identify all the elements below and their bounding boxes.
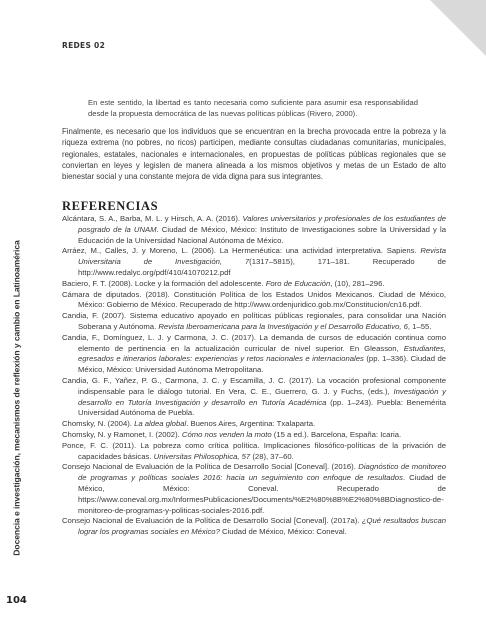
corner-decoration (430, 0, 486, 56)
references-heading: REFERENCIAS (62, 199, 159, 213)
reference-item: Cámara de diputados. (2018). Constitución Política de los Estados Unidos Mexicanos. Ciudad de México, México: Gobierno de México. Recuperado de http://www.ordenjuridico.gob.mx/Constitucion/cn16.pdf. (62, 289, 446, 310)
block-quote: En este sentido, la libertad es tanto necesaria como suficiente para asumir esa responsabilidad desde la propuesta democrática de las nuevas políticas públicas (Rivero, 2000). (88, 98, 418, 118)
reference-item: Candia, G. F., Yañez, P. G., Carmona, J. C. y Escamilla, J. C. (2017). La vocación profesional componente indispensable para le diálogo tutorial. En Vera, C. E., Guerrero, G. J. y Fuchs, (eds.), Investigación y desarrollo en Tutoría Investigación y desarrollo en Tutoría Académica (pp. 1–243). Puebla: Benemérita Universidad Autónoma de Puebla. (62, 375, 446, 418)
reference-item: Candia, F. (2007). Sistema educativo apoyado en políticas públicas regionales, para consolidar una Nación Soberana y Autónoma. Revista Iberoamericana para la Investigación y el Desarrollo Educativo, 6, 1–55. (62, 311, 446, 331)
sidebar-title-text: Docencia e investigación, mecanismos de reflexión y cambio en Latinoamérica (12, 240, 22, 556)
reference-item: Alcántara, S. A., Barba, M. L. y Hirsch, A. A. (2016). Valores universitarios y profesionales de los estudiantes de posgrado de la UNAM. Ciudad de México, México: Instituto de Investigaciones sobre la Universidad y la Educación de la Universidad Nacional Autónoma de México. (62, 214, 446, 245)
reference-item: Candia, F., Domínguez, L. J. y Carmona, J. C. (2017). La demanda de cursos de educación continua como elemento de pertinencia en la actualización curricular de nivel superior. En Gleasson, Estudiantes, egresados e itinerarios laborales: experiencias y retos nacionales e internacionales (pp. 1–336). Ciudad de México, México: Universidad Autónoma Metropolitana. (62, 332, 446, 375)
body-paragraph: Finalmente, es necesario que los individuos que se encuentran en la brecha provocada entre la pobreza y la riqueza extrema (no pobres, no ricos) participen, mediante consultas ciudadanas comunitarias, municipales, regionales, estatales, nacionales e internacionales, en propuestas de políticas públicas regionales que se conviertan en leyes y legislen de manera alineada a los mismos objetivos y metas de un Estado de alto bienestar social y una constante mejora de vida digna para sus integrantes. (62, 127, 446, 182)
reference-item: Consejo Nacional de Evaluación de la Política de Desarrollo Social [Coneval]. (2017a). ¿Qué resultados buscan lograr los programas sociales en México? Ciudad de México, México: Coneval. (62, 516, 447, 537)
reference-item: Ponce, F. C. (2011). La pobreza como crítica política. Implicaciones filosófico-políticas de la privación de capacidades básicas. Universitas Philosophica, 57 (28), 37–60. (62, 440, 446, 461)
reference-item: Baciero, F. T. (2008). Locke y la formación del adolescente. Foro de Educación, (10), 281–296. (62, 278, 385, 288)
reference-item: Chomsky, N. y Ramonet, I. (2002). Cómo nos venden la moto (15 a ed.). Barcelona, España: Icaria. (62, 429, 402, 439)
reference-item: Arráez, M., Calles, J. y Moreno, L. (2006). La Hermenéutica: una actividad interpretativa. Sapiens. Revista Universitaria de Investigación, 7(1317–5815), 171–181. Recuperado de http://www.redalyc.org/pdf/410/41070212.pdf (62, 246, 447, 277)
vertical-sidebar-title (6, 208, 28, 588)
page-number: 104 (6, 595, 27, 606)
running-header: REDES 02 (62, 41, 106, 50)
reference-item: Consejo Nacional de Evaluación de la Política de Desarrollo Social [Coneval]. (2016). Diagnóstico de monitoreo de programas y políticas sociales 2016: hacia un seguimiento con enfoque de resultados. Ciudad de México, México: Coneval. Recuperado de https://www.coneval.org.mx/InformesPublicaciones/Documents/%E2%80%8B%E2%80%8BDiagnostico-de-monitoreo-de-programas-y-politicas-sociales-2016.pdf. (62, 462, 446, 515)
references-list (62, 214, 446, 538)
reference-item: Chomsky, N. (2004). La aldea global. Buenos Aires, Argentina: Txalaparta. (62, 419, 316, 429)
